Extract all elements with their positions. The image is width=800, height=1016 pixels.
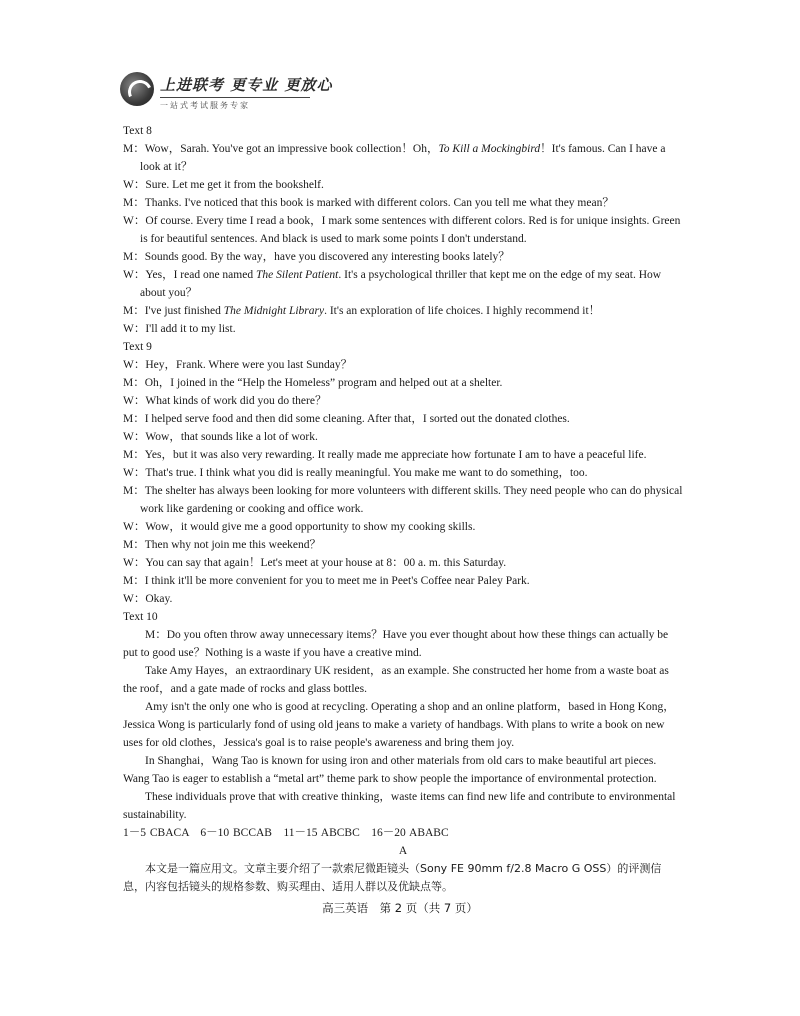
paragraph: M：Do you often throw away unnecessary items？Have you ever thought about how these things can actually be put to good use？Nothing is a waste if you have a creative mind. — [123, 629, 669, 659]
subslogan: 一站式考试服务专家 — [160, 97, 310, 111]
text8-heading: Text 8 — [123, 125, 152, 137]
dialogue-line: W：I'll add it to my list. — [123, 323, 236, 335]
paragraph: Amy isn't the only one who is good at recycling. Operating a shop and an online platform，based in Hong Kong，Jessica Wong is particularly fond of using old jeans to make a variety of handbags. With plans to write a book on new uses for old clothes，Jessica's goal is to raise people's awareness and bring them joy. — [123, 701, 675, 749]
book-title: To Kill a Mockingbird — [438, 143, 541, 155]
page-footer: 高三英语 第 2 页（共 7 页） — [322, 901, 478, 915]
dialogue-line: W：Okay. — [123, 593, 173, 605]
dialogue-line: M：Oh，I joined in the “Help the Homeless” program and helped out at a shelter. — [123, 377, 503, 389]
dialogue-line: W：Of course. Every time I read a book，I mark some sentences with different colors. Red is for unique insights. Green is for beautiful sentences. And black is used to mark some points I don't understand. — [123, 215, 681, 245]
dialogue-line: W：Sure. Let me get it from the bookshelf. — [123, 179, 324, 191]
dialogue-line — [123, 140, 683, 176]
dialogue-line: W：That's true. I think what you did is really meaningful. You make me want to do something，too. — [123, 467, 588, 479]
text9-heading: Text 9 — [123, 341, 152, 353]
dialogue-line: W：Wow，that sounds like a lot of work. — [123, 431, 318, 443]
paragraph: These individuals prove that with creative thinking，waste items can find new life and contribute to environmental sustainability. — [123, 791, 676, 821]
header — [120, 72, 380, 116]
dialogue-line: M：I think it'll be more convenient for you to meet me in Peet's Coffee near Paley Park. — [123, 575, 530, 587]
dialogue-line: W：What kinds of work did you do there？ — [123, 395, 327, 407]
dialogue-line: M：Then why not join me this weekend？ — [123, 539, 322, 551]
dialogue-line: M：Sounds good. By the way，have you discovered any interesting books lately？ — [123, 251, 510, 263]
line-text: M：I've just finished — [123, 305, 224, 317]
page-content — [123, 122, 683, 896]
dialogue-line: W：You can say that again！Let's meet at your house at 8：00 a. m. this Saturday. — [123, 557, 507, 569]
dialogue-line: M：Yes，but it was also very rewarding. It really made me appreciate how fortunate I am to have a peaceful life. — [123, 449, 647, 461]
line-text: ！It's famous. Can I have a look at it？ — [140, 143, 666, 173]
line-text: W：Yes，I read one named — [123, 269, 256, 281]
dialogue-line: M：The shelter has always been looking for more volunteers with different skills. They need people who can do physical work like gardening or cooking and office work. — [123, 485, 683, 515]
line-text: M：Wow，Sarah. You've got an impressive book collection！Oh， — [123, 143, 439, 155]
paragraph: Take Amy Hayes，an extraordinary UK resident，as an example. She constructed her home from a waste boat as the roof，and a gate made of rocks and glass bottles. — [123, 665, 669, 695]
slogan: 上进联考 更专业 更放心 — [160, 76, 333, 94]
section-label: A — [398, 845, 408, 857]
text10-heading: Text 10 — [123, 611, 158, 623]
logo-icon — [120, 72, 154, 106]
dialogue-line: W：Wow，it would give me a good opportunity to show my cooking skills. — [123, 521, 476, 533]
line-text: . It's a psychological thriller that kept me on the edge of my seat. How about you？ — [140, 269, 662, 299]
book-title: The Midnight Library — [223, 305, 325, 317]
dialogue-line: M：Thanks. I've noticed that this book is marked with different colors. Can you tell me what they mean？ — [123, 197, 614, 209]
dialogue-line — [123, 302, 683, 320]
dialogue-line — [123, 266, 683, 302]
section-intro: 本文是一篇应用文。文章主要介绍了一款索尼微距镜头（Sony FE 90mm f/2.8 Macro G OSS）的评测信息，内容包括镜头的规格参数、购买理由、适用人群以及优缺点等。 — [123, 862, 662, 893]
line-text: . It's an exploration of life choices. I highly recommend it！ — [324, 305, 601, 317]
answer-key: 1－5 CBACA 6－10 BCCAB 11－15 ABCBC 16－20 ABABC — [123, 827, 449, 839]
dialogue-line: W：Hey，Frank. Where were you last Sunday？ — [123, 359, 353, 371]
dialogue-line: M：I helped serve food and then did some cleaning. After that，I sorted out the donated clothes. — [123, 413, 570, 425]
book-title: The Silent Patient — [255, 269, 339, 281]
paragraph: In Shanghai，Wang Tao is known for using iron and other materials from old cars to make beautiful art pieces. Wang Tao is eager to establish a “metal art” theme park to show people the importance of environmental protection. — [123, 755, 657, 785]
logo-text — [160, 72, 332, 111]
